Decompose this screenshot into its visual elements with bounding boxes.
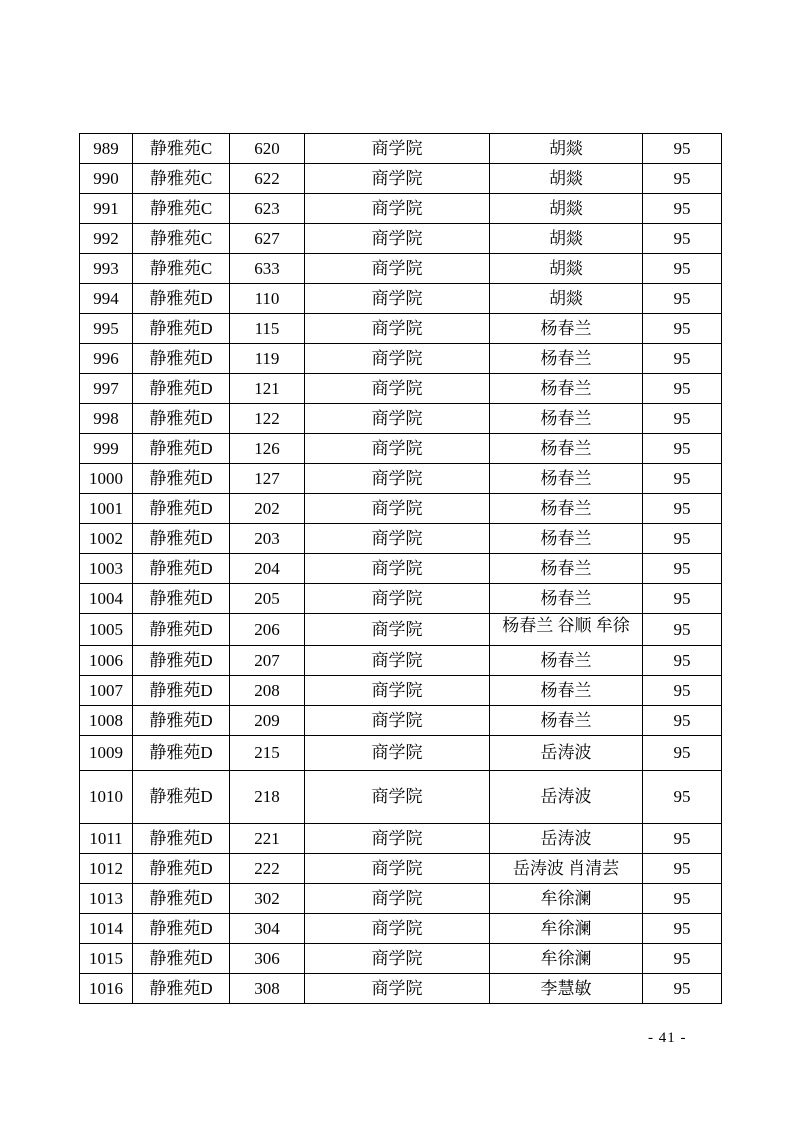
- row-number-cell: 1014: [80, 914, 133, 944]
- row-number-cell: 1016: [80, 974, 133, 1004]
- row-number-cell: 1015: [80, 944, 133, 974]
- table-row: [80, 884, 722, 914]
- row-number-cell: 1009: [80, 736, 133, 771]
- score-cell: 95: [643, 314, 722, 344]
- table-row: [80, 344, 722, 374]
- row-number-cell: 1012: [80, 854, 133, 884]
- room-number-cell: 221: [230, 824, 305, 854]
- table-row: [80, 254, 722, 284]
- score-cell: 95: [643, 854, 722, 884]
- table-row: [80, 614, 722, 646]
- score-cell: 95: [643, 464, 722, 494]
- building-name-cell: 静雅苑D: [133, 554, 230, 584]
- row-number-cell: 1011: [80, 824, 133, 854]
- room-number-cell: 215: [230, 736, 305, 771]
- table-row: [80, 554, 722, 584]
- college-name-cell: 商学院: [305, 134, 490, 164]
- table-row: [80, 646, 722, 676]
- college-name-cell: 商学院: [305, 374, 490, 404]
- row-number-cell: 990: [80, 164, 133, 194]
- college-name-cell: 商学院: [305, 254, 490, 284]
- staff-name-cell: 杨春兰: [490, 646, 643, 676]
- staff-name-cell: 岳涛波: [490, 771, 643, 824]
- row-number-cell: 997: [80, 374, 133, 404]
- building-name-cell: 静雅苑D: [133, 524, 230, 554]
- room-number-cell: 126: [230, 434, 305, 464]
- room-number-cell: 306: [230, 944, 305, 974]
- college-name-cell: 商学院: [305, 771, 490, 824]
- room-number-cell: 127: [230, 464, 305, 494]
- score-cell: 95: [643, 554, 722, 584]
- staff-name-cell: 岳涛波: [490, 736, 643, 771]
- score-cell: 95: [643, 254, 722, 284]
- staff-name-cell: 岳涛波: [490, 824, 643, 854]
- building-name-cell: 静雅苑D: [133, 584, 230, 614]
- staff-name-cell: 李慧敏: [490, 974, 643, 1004]
- row-number-cell: 998: [80, 404, 133, 434]
- table-row: [80, 854, 722, 884]
- table-row: [80, 464, 722, 494]
- score-cell: 95: [643, 914, 722, 944]
- staff-name-cell: 杨春兰: [490, 344, 643, 374]
- building-name-cell: 静雅苑C: [133, 134, 230, 164]
- score-cell: 95: [643, 676, 722, 706]
- building-name-cell: 静雅苑D: [133, 736, 230, 771]
- room-number-cell: 222: [230, 854, 305, 884]
- room-number-cell: 206: [230, 614, 305, 646]
- staff-name-cell: 杨春兰: [490, 494, 643, 524]
- college-name-cell: 商学院: [305, 884, 490, 914]
- room-number-cell: 203: [230, 524, 305, 554]
- score-cell: 95: [643, 134, 722, 164]
- table-row: [80, 374, 722, 404]
- college-name-cell: 商学院: [305, 944, 490, 974]
- college-name-cell: 商学院: [305, 434, 490, 464]
- building-name-cell: 静雅苑C: [133, 194, 230, 224]
- building-name-cell: 静雅苑D: [133, 884, 230, 914]
- building-name-cell: 静雅苑D: [133, 494, 230, 524]
- building-name-cell: 静雅苑D: [133, 434, 230, 464]
- row-number-cell: 994: [80, 284, 133, 314]
- table-row: [80, 736, 722, 771]
- building-name-cell: 静雅苑D: [133, 944, 230, 974]
- college-name-cell: 商学院: [305, 974, 490, 1004]
- row-number-cell: 1004: [80, 584, 133, 614]
- college-name-cell: 商学院: [305, 524, 490, 554]
- table-body: [80, 134, 722, 1004]
- staff-name-cell: 牟徐澜: [490, 914, 643, 944]
- staff-name-cell: 胡燚: [490, 194, 643, 224]
- table-row: [80, 944, 722, 974]
- staff-name-cell: 杨春兰: [490, 706, 643, 736]
- row-number-cell: 992: [80, 224, 133, 254]
- building-name-cell: 静雅苑D: [133, 771, 230, 824]
- table-row: [80, 434, 722, 464]
- row-number-cell: 995: [80, 314, 133, 344]
- table-row: [80, 224, 722, 254]
- building-name-cell: 静雅苑C: [133, 164, 230, 194]
- college-name-cell: 商学院: [305, 404, 490, 434]
- row-number-cell: 1000: [80, 464, 133, 494]
- college-name-cell: 商学院: [305, 736, 490, 771]
- score-cell: 95: [643, 771, 722, 824]
- building-name-cell: 静雅苑C: [133, 254, 230, 284]
- staff-name-cell: 杨春兰: [490, 434, 643, 464]
- row-number-cell: 996: [80, 344, 133, 374]
- college-name-cell: 商学院: [305, 284, 490, 314]
- score-cell: 95: [643, 404, 722, 434]
- score-cell: 95: [643, 374, 722, 404]
- table-row: [80, 524, 722, 554]
- college-name-cell: 商学院: [305, 494, 490, 524]
- page-number: - 41 -: [648, 1030, 687, 1046]
- score-cell: 95: [643, 736, 722, 771]
- room-number-cell: 308: [230, 974, 305, 1004]
- row-number-cell: 991: [80, 194, 133, 224]
- room-number-cell: 627: [230, 224, 305, 254]
- score-cell: 95: [643, 706, 722, 736]
- staff-name-cell: 胡燚: [490, 164, 643, 194]
- room-number-cell: 119: [230, 344, 305, 374]
- staff-name-cell: 杨春兰: [490, 554, 643, 584]
- row-number-cell: 1006: [80, 646, 133, 676]
- staff-name-cell: 胡燚: [490, 134, 643, 164]
- room-number-cell: 205: [230, 584, 305, 614]
- table-row: [80, 706, 722, 736]
- row-number-cell: 999: [80, 434, 133, 464]
- college-name-cell: 商学院: [305, 824, 490, 854]
- score-cell: 95: [643, 344, 722, 374]
- score-cell: 95: [643, 524, 722, 554]
- table-row: [80, 134, 722, 164]
- staff-name-cell: 杨春兰: [490, 404, 643, 434]
- staff-name-cell: 杨春兰: [490, 314, 643, 344]
- row-number-cell: 1007: [80, 676, 133, 706]
- row-number-cell: 1005: [80, 614, 133, 646]
- college-name-cell: 商学院: [305, 646, 490, 676]
- score-cell: 95: [643, 646, 722, 676]
- staff-name-cell: 杨春兰: [490, 374, 643, 404]
- college-name-cell: 商学院: [305, 464, 490, 494]
- college-name-cell: 商学院: [305, 584, 490, 614]
- college-name-cell: 商学院: [305, 914, 490, 944]
- score-cell: 95: [643, 284, 722, 314]
- row-number-cell: 1003: [80, 554, 133, 584]
- staff-name-cell: 牟徐澜: [490, 884, 643, 914]
- staff-name-cell: 杨春兰 谷顺 牟徐: [490, 614, 643, 646]
- building-name-cell: 静雅苑D: [133, 614, 230, 646]
- table-row: [80, 404, 722, 434]
- room-number-cell: 633: [230, 254, 305, 284]
- row-number-cell: 1008: [80, 706, 133, 736]
- room-number-cell: 204: [230, 554, 305, 584]
- table-row: [80, 164, 722, 194]
- building-name-cell: 静雅苑D: [133, 374, 230, 404]
- room-number-cell: 623: [230, 194, 305, 224]
- row-number-cell: 1013: [80, 884, 133, 914]
- college-name-cell: 商学院: [305, 854, 490, 884]
- score-cell: 95: [643, 584, 722, 614]
- row-number-cell: 989: [80, 134, 133, 164]
- building-name-cell: 静雅苑D: [133, 464, 230, 494]
- building-name-cell: 静雅苑D: [133, 404, 230, 434]
- room-number-cell: 115: [230, 314, 305, 344]
- building-name-cell: 静雅苑D: [133, 706, 230, 736]
- college-name-cell: 商学院: [305, 314, 490, 344]
- staff-name-cell: 胡燚: [490, 254, 643, 284]
- staff-name-cell: 杨春兰: [490, 676, 643, 706]
- room-number-cell: 302: [230, 884, 305, 914]
- row-number-cell: 1010: [80, 771, 133, 824]
- building-name-cell: 静雅苑D: [133, 284, 230, 314]
- room-number-cell: 209: [230, 706, 305, 736]
- building-name-cell: 静雅苑C: [133, 224, 230, 254]
- room-number-cell: 208: [230, 676, 305, 706]
- room-number-cell: 620: [230, 134, 305, 164]
- college-name-cell: 商学院: [305, 224, 490, 254]
- row-number-cell: 993: [80, 254, 133, 284]
- college-name-cell: 商学院: [305, 554, 490, 584]
- inspection-table: [79, 133, 722, 1004]
- room-number-cell: 122: [230, 404, 305, 434]
- table-row: [80, 676, 722, 706]
- score-cell: 95: [643, 164, 722, 194]
- table-row: [80, 584, 722, 614]
- building-name-cell: 静雅苑D: [133, 344, 230, 374]
- staff-name-cell: 胡燚: [490, 224, 643, 254]
- score-cell: 95: [643, 614, 722, 646]
- row-number-cell: 1001: [80, 494, 133, 524]
- staff-name-cell: 牟徐澜: [490, 944, 643, 974]
- staff-name-cell: 杨春兰: [490, 584, 643, 614]
- college-name-cell: 商学院: [305, 194, 490, 224]
- building-name-cell: 静雅苑D: [133, 974, 230, 1004]
- table-row: [80, 771, 722, 824]
- room-number-cell: 207: [230, 646, 305, 676]
- table-row: [80, 284, 722, 314]
- row-number-cell: 1002: [80, 524, 133, 554]
- building-name-cell: 静雅苑D: [133, 824, 230, 854]
- score-cell: 95: [643, 944, 722, 974]
- staff-name-cell: 杨春兰: [490, 464, 643, 494]
- room-number-cell: 110: [230, 284, 305, 314]
- score-cell: 95: [643, 494, 722, 524]
- building-name-cell: 静雅苑D: [133, 854, 230, 884]
- college-name-cell: 商学院: [305, 344, 490, 374]
- table-row: [80, 314, 722, 344]
- table-row: [80, 914, 722, 944]
- building-name-cell: 静雅苑D: [133, 646, 230, 676]
- room-number-cell: 121: [230, 374, 305, 404]
- building-name-cell: 静雅苑D: [133, 676, 230, 706]
- college-name-cell: 商学院: [305, 676, 490, 706]
- staff-name-cell: 岳涛波 肖清芸: [490, 854, 643, 884]
- score-cell: 95: [643, 224, 722, 254]
- college-name-cell: 商学院: [305, 614, 490, 646]
- college-name-cell: 商学院: [305, 164, 490, 194]
- room-number-cell: 202: [230, 494, 305, 524]
- score-cell: 95: [643, 434, 722, 464]
- table-row: [80, 194, 722, 224]
- building-name-cell: 静雅苑D: [133, 914, 230, 944]
- staff-name-cell: 杨春兰: [490, 524, 643, 554]
- room-number-cell: 218: [230, 771, 305, 824]
- score-cell: 95: [643, 824, 722, 854]
- table-row: [80, 494, 722, 524]
- staff-name-cell: 胡燚: [490, 284, 643, 314]
- score-cell: 95: [643, 884, 722, 914]
- score-cell: 95: [643, 974, 722, 1004]
- building-name-cell: 静雅苑D: [133, 314, 230, 344]
- room-number-cell: 304: [230, 914, 305, 944]
- score-cell: 95: [643, 194, 722, 224]
- college-name-cell: 商学院: [305, 706, 490, 736]
- table-row: [80, 974, 722, 1004]
- table-row: [80, 824, 722, 854]
- room-number-cell: 622: [230, 164, 305, 194]
